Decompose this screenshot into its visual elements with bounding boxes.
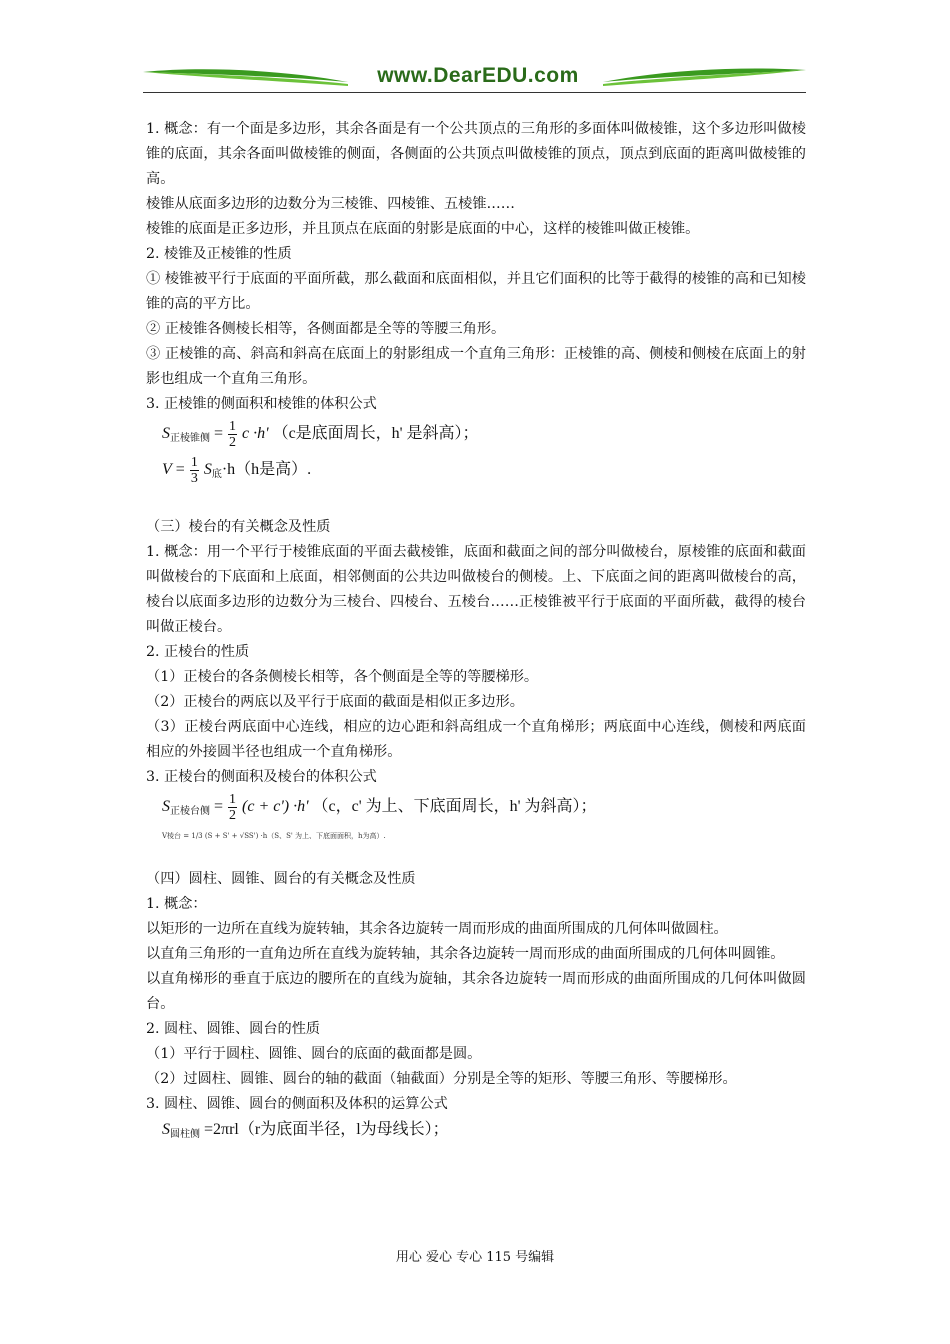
section-heading: （三）棱台的有关概念及性质: [146, 519, 331, 536]
paragraph: 2. 棱锥及正棱锥的性质: [146, 246, 292, 262]
paragraph: 棱锥从底面多边形的边数分为三棱锥、四棱锥、五棱锥……: [146, 196, 515, 212]
document-body: [146, 117, 806, 1148]
paragraph: （1）正棱台的各条侧棱长相等，各个侧面是全等的等腰梯形。: [146, 669, 539, 686]
paragraph: 以矩形的一边所在直线为旋转轴，其余各边旋转一周而形成的曲面所围成的几何体叫做圆柱。: [146, 920, 728, 937]
paragraph: ③ 正棱锥的高、斜高和斜高在底面上的射影组成一个直角三角形：正棱锥的高、侧棱和侧棱在底面上的射影也组成一个直角三角形。: [146, 346, 806, 387]
paragraph: 以直角三角形的一直角边所在直线为旋转轴，其余各边旋转一周而形成的曲面所围成的几何体叫圆锥。: [146, 945, 785, 962]
header-rule: [143, 92, 806, 93]
paragraph: 棱锥的底面是正多边形，并且顶点在底面的射影是底面的中心，这样的棱锥叫做正棱锥。: [146, 221, 700, 237]
paragraph: （2）过圆柱、圆锥、圆台的轴的截面（轴截面）分别是全等的矩形、等腰三角形、等腰梯形。: [146, 1070, 737, 1087]
paragraph: 3. 正棱台的侧面积及棱台的体积公式: [146, 769, 377, 786]
paragraph: 1. 概念：: [146, 895, 207, 912]
paragraph: ② 正棱锥各侧棱长相等，各侧面都是全等的等腰三角形。: [146, 321, 506, 337]
paragraph: 2. 圆柱、圆锥、圆台的性质: [146, 1020, 321, 1037]
paragraph: 1. 概念：有一个面是多边形，其余各面是有一个公共顶点的三角形的多面体叫做棱锥，这个多边形叫做棱锥的底面，其余各面叫做棱锥的侧面，各侧面的公共顶点叫做棱锥的顶点，顶点到底面的距离叫做棱锥的高。: [146, 121, 806, 187]
paragraph: 1. 概念：用一个平行于棱锥底面的平面去截棱锥，底面和截面之间的部分叫做棱台，原棱锥的底面和截面叫做棱台的下底面和上底面，相邻侧面的公共边叫做棱台的侧棱。上、下底面之间的距离叫做棱台的高，棱台以底面多边形的边数分为三棱台、四棱台、五棱台……正棱锥被平行于底面的平面所截，截得的棱台叫做正棱台。: [146, 544, 806, 636]
paragraph: 3. 圆柱、圆锥、圆台的侧面积及体积的运算公式: [146, 1095, 448, 1112]
paragraph: 3. 正棱锥的侧面积和棱锥的体积公式: [146, 396, 377, 412]
logo-text[interactable]: www.DearEDU.com: [377, 64, 579, 87]
formula-frustum-volume: V棱台 = 1/3 (S + S' + √SS') ·h（S、S' 为上、下底面面积，h为高）.: [162, 831, 386, 840]
paragraph: ① 棱锥被平行于底面的平面所截，那么截面和底面相似，并且它们面积的比等于截得的棱锥的高和已知棱锥的高的平方比。: [146, 271, 806, 312]
formula-cylinder-lateral-area: $S_{圆柱侧} =2\pi rl(r$为底面半径，l为母线长）；: [162, 1120, 449, 1140]
paragraph: （1）平行于圆柱、圆锥、圆台的底面的截面都是圆。: [146, 1045, 482, 1062]
formula-frustum-lateral-area: $S_{正棱台侧}$ = $\frac{1}{2}$ (c + c') ·h' （c，c' 为上、下底面周长，h' 为斜高）；: [162, 792, 597, 824]
formula-pyramid-lateral-area: $S_{正棱锥侧}$ = $\frac{1}{2}$ c ·h' （c是底面周长，h' 是斜高）；: [162, 419, 479, 450]
paragraph: 2. 正棱台的性质: [146, 644, 250, 661]
page-footer: 用心 爱心 专心 115 号编辑: [395, 1250, 555, 1265]
site-logo-banner: [143, 62, 806, 96]
section-heading: （四）圆柱、圆锥、圆台的有关概念及性质: [146, 870, 416, 887]
paragraph: 以直角梯形的垂直于底边的腰所在的直线为旋轴，其余各边旋转一周而形成的曲面所围成的几何体叫做圆台。: [146, 970, 806, 1012]
paragraph: （3）正棱台两底面中心连线，相应的边心距和斜高组成一个直角梯形；两底面中心连线，侧棱和两底面相应的外接圆半径也组成一个直角梯形。: [146, 719, 806, 761]
paragraph: （2）正棱台的两底以及平行于底面的截面是相似正多边形。: [146, 694, 524, 711]
formula-pyramid-volume: V = $\frac{1}{3}$ $S_底\cdot h(h$是高）.: [162, 455, 312, 487]
